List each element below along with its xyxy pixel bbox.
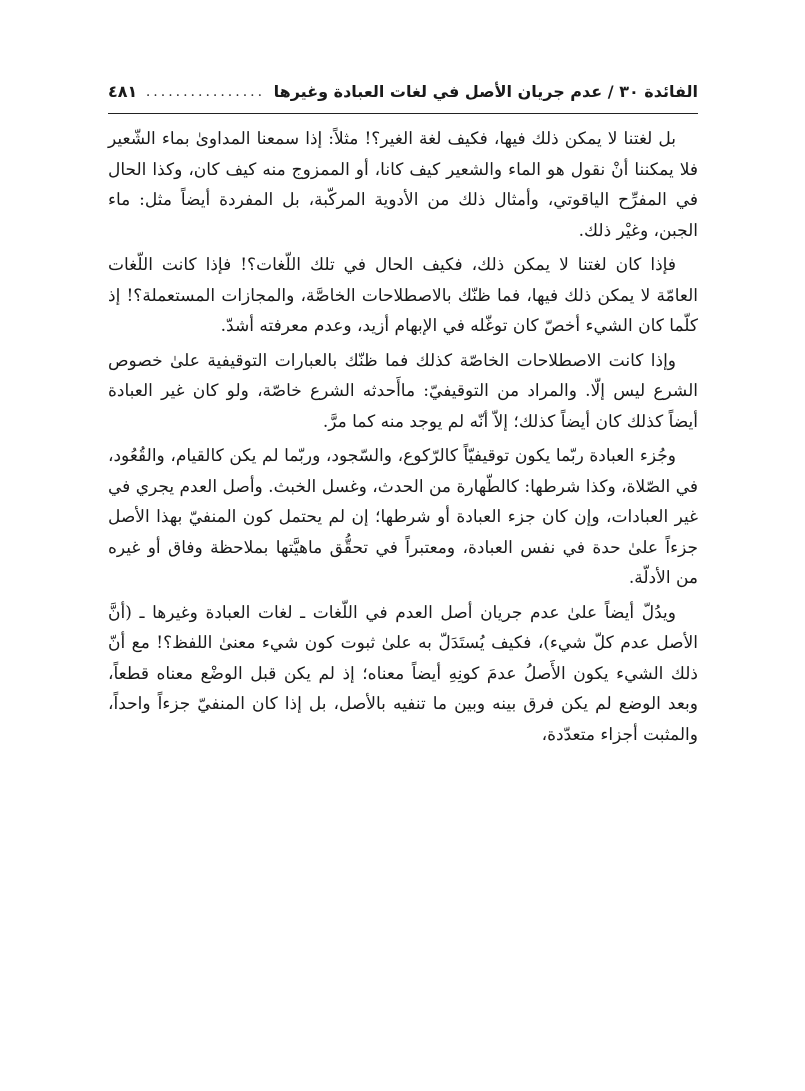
paragraph: بل لغتنا لا يمكن ذلك فيها، فكيف لغة الغير؟! مثلاً: إذا سمعنا المداوىٰ بماء الشّعير فلا يمكننا أنْ نقول هو الماء والشعير كيف كانا، أو الممزوج منه كيف كان، وكذا الحال في المفرِّح الياقوتي، وأمثال ذلك من الأدوية المركّبة، بل المفردة أيضاً مثل: ماء الجبن، وغيْر ذلك. bbox=[108, 129, 698, 241]
paragraph: ويدُلّ أيضاً علىٰ عدم جريان أصل العدم في اللّغات ـ لغات العبادة وغيرها ـ (أنَّ الأصل عدم كلّ شيء)، فكيف يُستَدَلّ به علىٰ ثبوت كون شيء معنىٰ اللفظ؟! مع أنّ ذلك الشيء يكون الأَصلُ عدمَ كونِهِ أيضاً معناه؛ إذ لم يكن قبل الوضْع معناه قطعاً، وبعد الوضع لم يكن فرق بينه وبين ما تنفيه بالأصل، بل إذا كان المنفيّ جزءاً واحداً، والمثبت أجزاء متعدّدة، bbox=[108, 602, 698, 745]
chapter-title: الفائدة ٣٠ / عدم جريان الأصل في لغات العبادة وغيرها bbox=[273, 82, 698, 101]
body-text bbox=[108, 124, 698, 754]
leader-dots: ................ bbox=[145, 83, 266, 100]
paragraph: وإذا كانت الاصطلاحات الخاصّة كذلك فما ظنّك بالعبارات التوقيفية علىٰ خصوص الشرع ليس إلّا. والمراد من التوقيفيّ: ماأَحدثه الشرع خاصّة، ولو كان غير العبادة أيضاً كذلك كان أيضاً كذلك؛ إلاّ أنّه لم يوجد منه كما مرَّ. bbox=[108, 350, 698, 432]
paragraph: فإذا كان لغتنا لا يمكن ذلك، فكيف الحال في تلك اللّغات؟! فإذا كانت اللّغات العامّة لا يمكن ذلك فيها، فما ظنّك بالاصطلاحات الخاصَّة، والمجازات المستعملة؟! إذ كلّما كان الشيء أخصّ كان توغّله في الإبهام أزيد، وعدم معرفته أشدّ. bbox=[108, 255, 698, 336]
running-header bbox=[108, 78, 698, 114]
page-number: ٤٨١ bbox=[108, 82, 138, 101]
paragraph: وجُزء العبادة ربّما يكون توقيفيّاً كالرّكوع، والسّجود، وربّما لم يكن كالقيام، والقُعُود، في الصّلاة، وكذا شرطها: كالطّهارة من الحدث، وغسل الخبث. وأصل العدم يجري في غير العبادات، وإن كان جزء العبادة أو شرطها؛ إن لم يحتمل كون المنفيّ بهذا الأصل جزءاً علىٰ حدة في نفس العبادة، ومعتبراً في تحقُّق ماهيَّتها بملاحظة وفاق أو غيره من الأدلّة. bbox=[108, 446, 698, 588]
